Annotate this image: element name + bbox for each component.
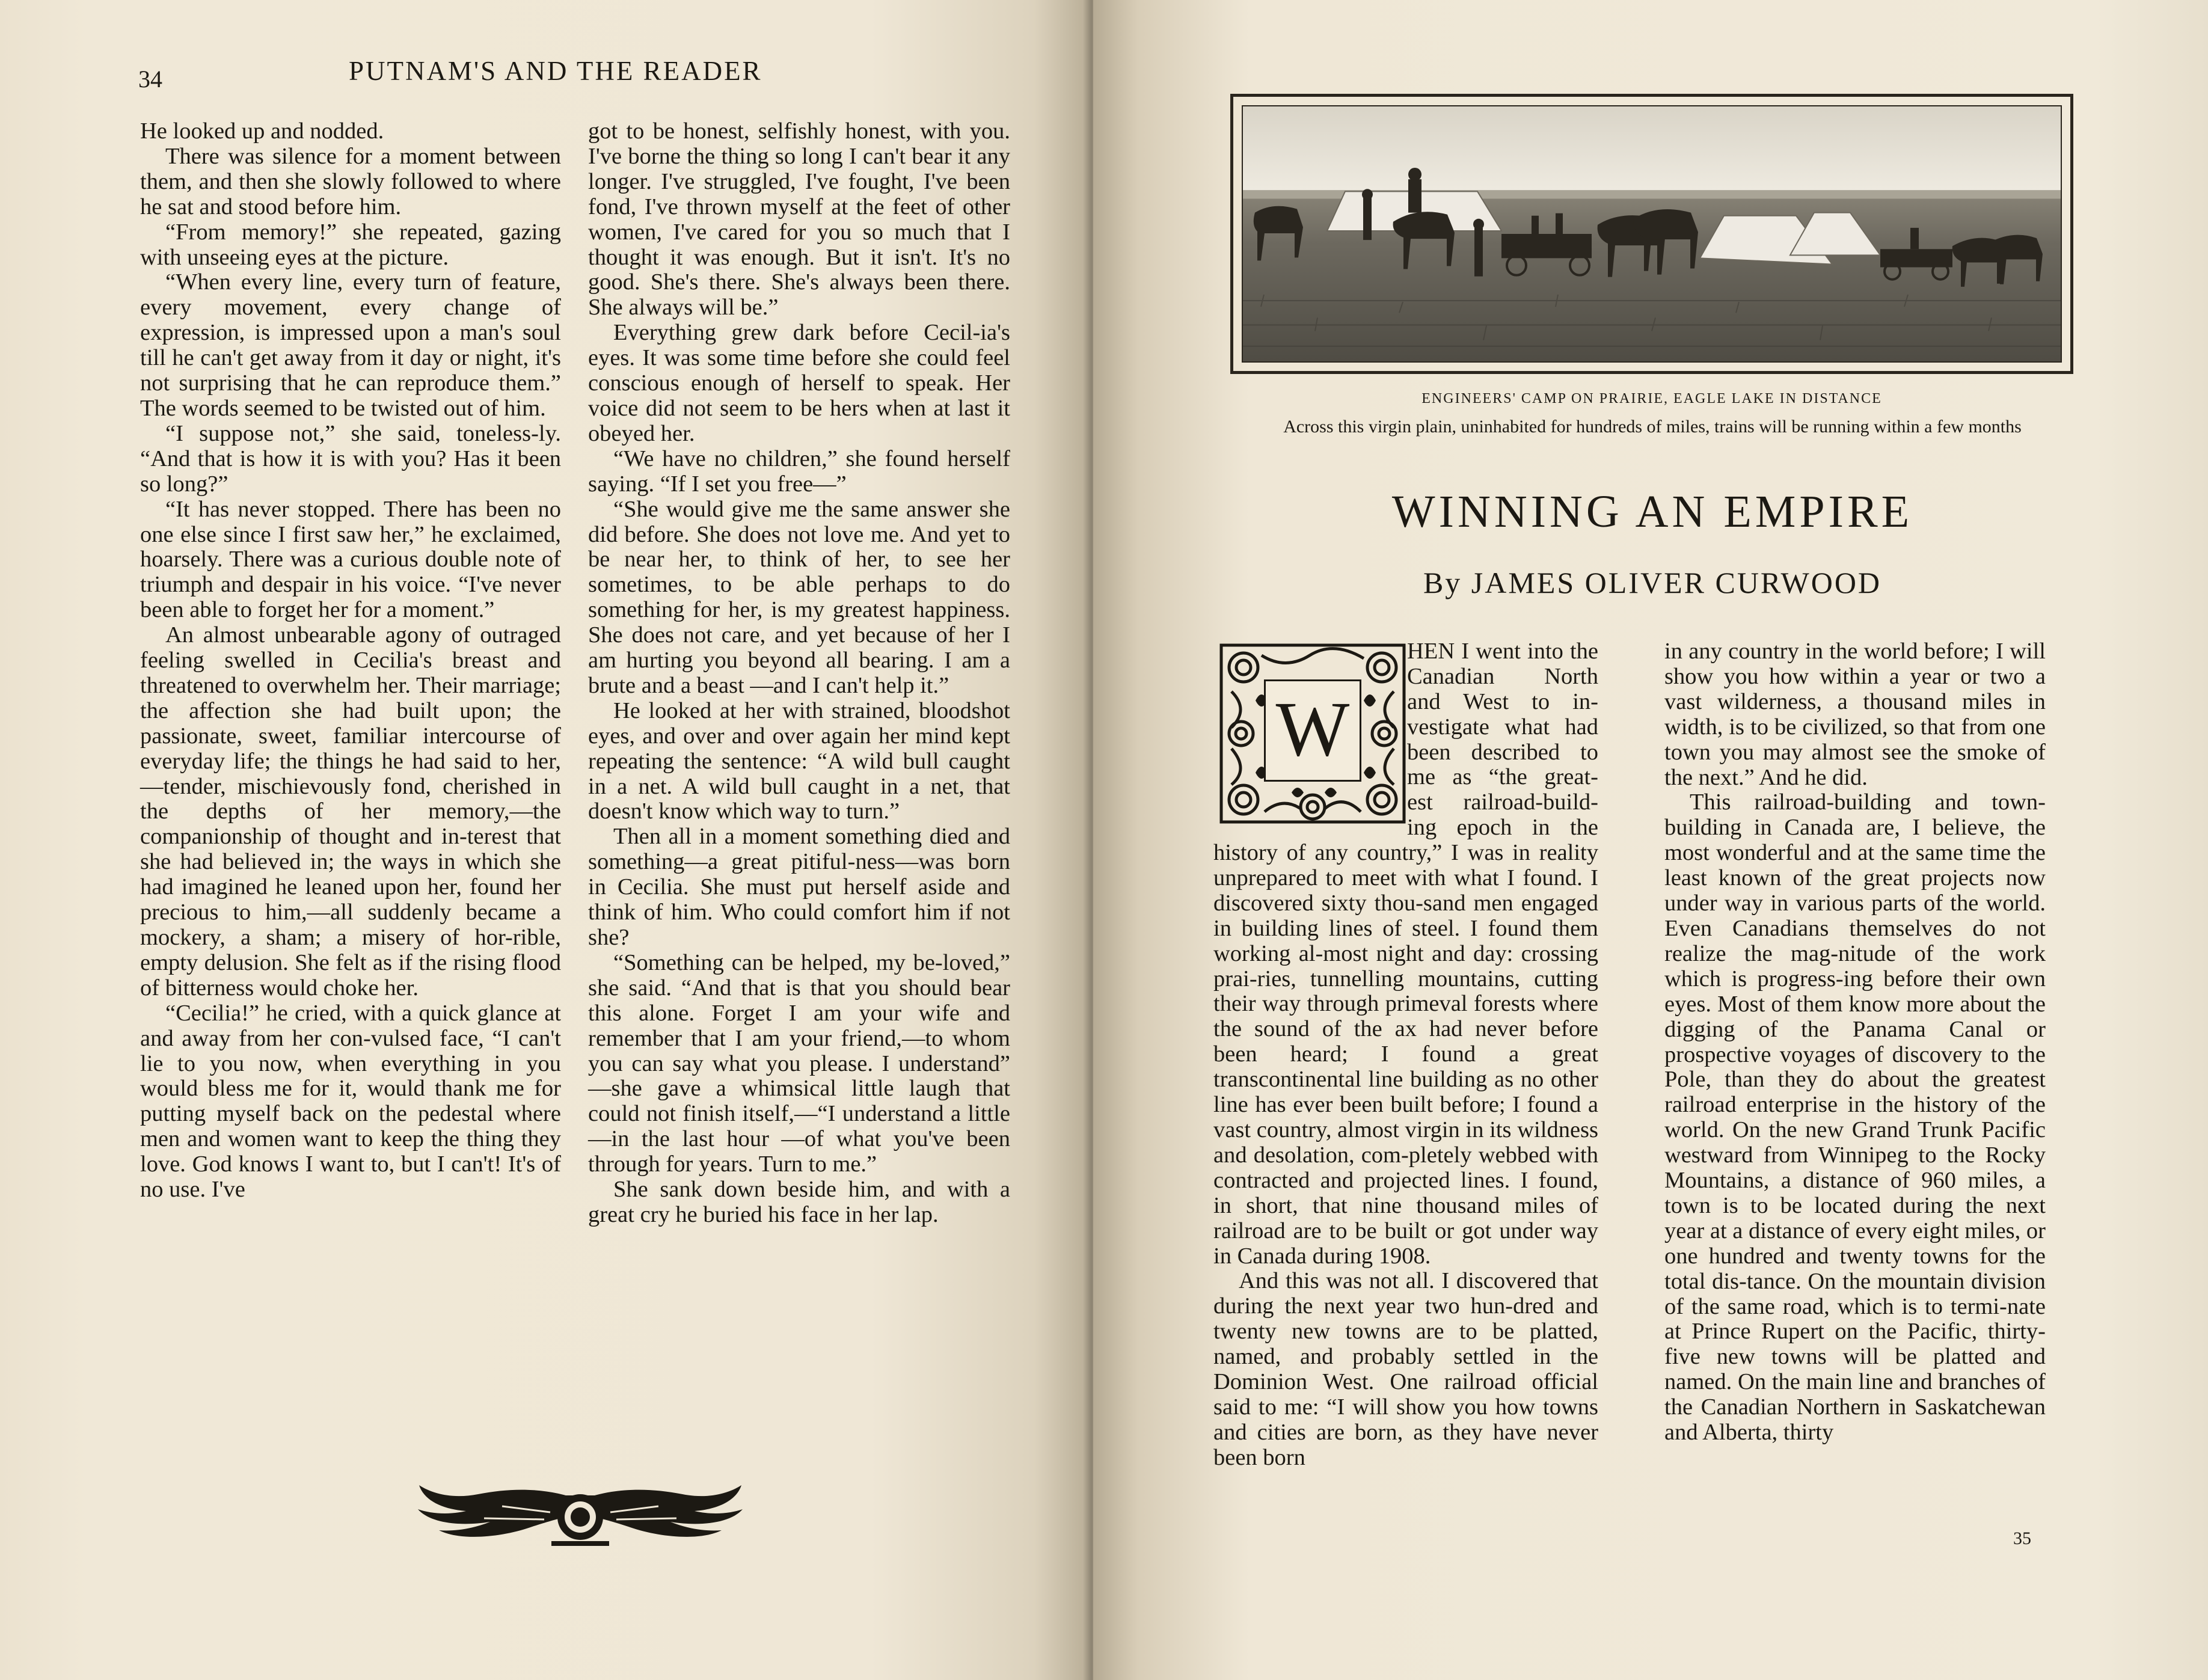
paragraph: There was silence for a moment between them, and then she slowly followed to where he sat and stood before him. (140, 143, 561, 219)
dropcap-line: me as “the great- (1407, 764, 1598, 790)
paragraph: An almost unbearable agony of outraged feeling swelled in Cecilia's breast and threatened to overwhelm her. Their marriage; the affection she had built upon; the passionate, sweet, familiar intercourse of everyday life; the things he had said to her,—tender, mischievously fond, cherished in the depths of her memory,—the companionship of thought and in-terest that she had believed in; the ways in which she had imagined he leaned upon her, found her precious to him,—all suddenly became a mockery, a sham; a misery of hor-rible, empty delusion. She felt as if the rising flood of bitterness would choke her. (140, 622, 561, 1001)
paragraph: “When every line, every turn of feature, every movement, every change of expression, is impressed upon a man's soul till he can't get away from it day or night, it's not surprising that he can reproduce them.” The words seemed to be twisted out of him. (140, 269, 561, 421)
paragraph: He looked up and nodded. (140, 118, 384, 144)
paragraph: “We have no children,” she found herself saying. “If I set you free—” (588, 446, 1010, 497)
decorated-initial (1219, 643, 1406, 824)
paragraph: in any country in the world before; I will show you how within a year or two a vast wilderness, a thousand miles in width, is to be civilized, so that from one town you may almost see the smoke of the next.” And he did. (1664, 639, 2046, 790)
right-page (1093, 0, 2208, 1680)
dropcap-line: est railroad-build- (1407, 789, 1598, 815)
running-head: PUTNAM'S AND THE READER (349, 56, 762, 86)
camp-photograph (1230, 94, 2073, 374)
right-column-2 (1664, 639, 2046, 1445)
article-byline: By JAMES OLIVER CURWOOD (1423, 566, 1882, 599)
paragraph: “I suppose not,” she said, toneless-ly. “And that is how it is with you? Has it been so long?” (140, 420, 561, 497)
tailpiece-ornament-icon (412, 1482, 749, 1551)
paragraph: Then all in a moment something died and something—a great pitiful-ness—was born in Cecilia. She must put herself aside and think of him. Who could comfort him if not she? (588, 824, 1010, 950)
paragraph: Everything grew dark before Cecil-ia's eyes. It was some time before she could feel conscious enough of herself to speak. Her voice did not seem to be hers when at last it obeyed her. (588, 320, 1010, 446)
photo-caption-title: ENGINEERS' CAMP ON PRAIRIE, EAGLE LAKE IN DISTANCE (1421, 391, 1882, 406)
prairie-camp-image (1243, 106, 2061, 361)
paragraph: This railroad-building and town-building in Canada are, I believe, the most wonderful and at the same time the least known of the great projects now under way in various parts of the world. Even Canadians themselves do not realize the mag-nitude of the work which is progress-ing before their own eyes. Most of them know more about the digging of the Panama Canal or prospective voyages of discovery to the Pole, than they do about the greatest railroad enterprise in the history of the world. On the new Grand Trunk Pacific westward from Winnipeg to the Rocky Mountains, a distance of 960 miles, a town is to be located during the next year at a distance of every eight miles, or one hundred and twenty towns for the total dis-tance. On the mountain division of the same road, which is to termi-nate at Prince Rupert on the Pacific, thirty-five new towns will be platted and named. On the main line and branches of the Canadian Northern in Saskatchewan and Alberta, thirty (1664, 789, 2046, 1445)
photo-caption-description: Across this virgin plain, uninhabited for hundreds of miles, trains will be running within a few months (1283, 417, 2022, 437)
page-number-left: 34 (138, 66, 162, 93)
dropcap-line: and West to in- (1407, 688, 1598, 714)
left-page (0, 0, 1088, 1680)
paragraph: She sank down beside him, and with a great cry he buried his face in her lap. (588, 1177, 1010, 1227)
dropcap-wrapped-lines (1407, 639, 1598, 841)
left-column-1 (140, 119, 561, 1203)
paragraph: “From memory!” she repeated, gazing with unseeing eyes at the picture. (140, 219, 561, 270)
dropcap-line: vestigate what had (1407, 714, 1598, 740)
paragraph: “Something can be helped, my be-loved,” she said. “And that is that you should bear this alone. Forget I am your wife and remember that I am your friend,—to whom you can say what you please. I understand” —she gave a whimsical little laugh that could not finish itself,—“I understand a little—in the last hour —of what you've been through for years. Turn to me.” (588, 949, 1010, 1177)
dropcap-line: Canadian North (1407, 663, 1598, 689)
paragraph: “It has never stopped. There has been no one else since I first saw her,” he exclaimed, hoarsely. There was a curious double note of triumph and despair in his voice. “I've never been able to forget her for a moment.” (140, 496, 561, 623)
dropcap-line: ing epoch in the (1407, 815, 1598, 841)
page-number-right: 35 (2013, 1528, 2031, 1548)
paragraph: “She would give me the same answer she did before. She does not love me. And yet to be near her, to think of her, to see her sometimes, to be able perhaps to do something for her, is my greatest happiness. She does not care, and yet because of her I am hurting you beyond all bearing. I am a brute and a beast —and I can't help it.” (588, 496, 1010, 698)
drop-cap-letter: W (1264, 679, 1361, 782)
article-title: WINNING AN EMPIRE (1391, 486, 1913, 537)
paragraph: He looked at her with strained, bloodshot eyes, and over and over again her mind kept repeating the sentence: “A wild bull caught in a net. A wild bull caught in a net, that doesn't know which way to turn.” (588, 697, 1010, 824)
left-column-2 (588, 119, 1010, 1228)
dropcap-line: been described to (1407, 739, 1598, 765)
right-column-1 (1213, 841, 1598, 1471)
paragraph: And this was not all. I discovered that during the next year two hun-dred and twenty new towns are to be platted, named, and probably settled in the Dominion West. One railroad official said to me: “I will show you how towns and cities are born, as they have never been born (1213, 1268, 1598, 1470)
paragraph: got to be honest, selfishly honest, with you. I've borne the thing so long I can't bear it any longer. I've struggled, I've fought, I've been fond, I've thrown myself at the feet of other women, I've cared for you so much that I thought it was enough. But it isn't. It's no good. She's there. She's always been there. She always will be.” (588, 118, 1010, 320)
dropcap-line: HEN I went into the (1407, 639, 1598, 664)
paragraph: “Cecilia!” he cried, with a quick glance at and away from her con-vulsed face, “I can't lie to you now, when everything in you would bless me for it, would thank me for putting myself back on the pedestal where men and women want to keep the thing they love. God knows I want to, but I can't! It's of no use. I've (140, 1000, 561, 1203)
paragraph: history of any country,” I was in reality unprepared to meet with what I found. I discovered sixty thou-sand men engaged in building lines of steel. I found them working al-most night and day: crossing prai-ries, tunnelling mountains, cutting their way through primeval forests where the sound of the ax had never before been heard; I found a great transcontinental line building as no other line has ever been built before; I found a vast country, almost virgin in its wildness and desolation, com-pletely webbed with contracted and projected lines. I found, in short, that nine thousand miles of railroad are to be built or got under way in Canada during 1908. (1213, 840, 1598, 1269)
